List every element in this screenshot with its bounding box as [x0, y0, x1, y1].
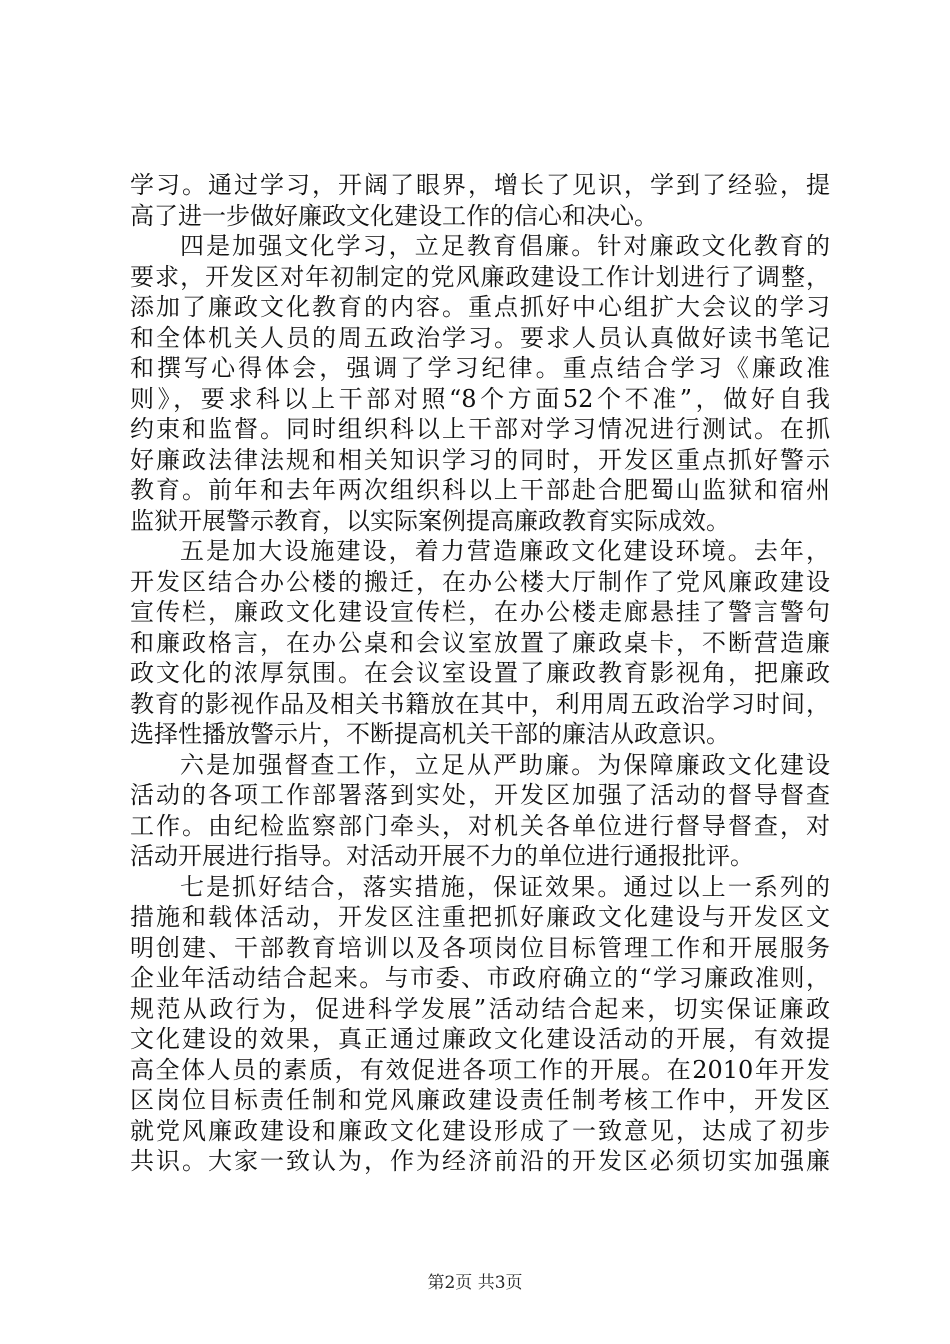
text-line: 明创建、干部教育培训以及各项岗位目标管理工作和开展服务 — [130, 933, 830, 962]
text-line: 开发区结合办公楼的搬迁，在办公楼大厅制作了党风廉政建设 — [130, 567, 830, 596]
text-line: 学习。通过学习，开阔了眼界，增长了见识，学到了经验，提 — [130, 171, 830, 199]
text-line: 好廉政法律法规和相关知识学习的同时，开发区重点抓好警示 — [130, 445, 830, 474]
text-line: 高全体人员的素质，有效促进各项工作的开展。在2010年开发 — [130, 1055, 830, 1084]
text-line: 添加了廉政文化教育的内容。重点抓好中心组扩大会议的学习 — [130, 293, 830, 321]
text-line: 监狱开展警示教育，以实际案例提高廉政教育实际成效。 — [130, 506, 730, 535]
text-line: 活动开展进行指导。对活动开展不力的单位进行通报批评。 — [130, 842, 754, 870]
page-number-label: 第2页 共3页 — [427, 1273, 523, 1293]
text-line: 区岗位目标责任制和党风廉政建设责任制考核工作中，开发区 — [130, 1086, 830, 1114]
text-line: 选择性播放警示片，不断提高机关干部的廉洁从政意识。 — [130, 720, 730, 748]
text-line: 措施和载体活动，开发区注重把抓好廉政文化建设与开发区文 — [130, 903, 830, 931]
text-line: 六是加强督查工作，立足从严助廉。为保障廉政文化建设 — [180, 750, 830, 779]
text-line: 和廉政格言，在办公桌和会议室放置了廉政桌卡，不断营造廉 — [130, 628, 830, 657]
text-line: 五是加大设施建设，着力营造廉政文化建设环境。去年， — [180, 537, 830, 565]
text-line: 企业年活动结合起来。与市委、市政府确立的“学习廉政准则， — [130, 964, 830, 992]
text-line: 七是抓好结合，落实措施，保证效果。通过以上一系列的 — [180, 872, 830, 901]
text-line: 则》，要求科以上干部对照“8个方面52个不准”，做好自我 — [130, 384, 830, 413]
text-line: 工作。由纪检监察部门牵头，对机关各单位进行督导督查，对 — [130, 811, 830, 840]
text-line: 规范从政行为，促进科学发展”活动结合起来，切实保证廉政 — [130, 994, 830, 1023]
text-line: 共识。大家一致认为，作为经济前沿的开发区必须切实加强廉 — [130, 1147, 830, 1175]
text-line: 教育的影视作品及相关书籍放在其中，利用周五政治学习时间， — [130, 689, 830, 718]
text-line: 四是加强文化学习，立足教育倡廉。针对廉政文化教育的 — [180, 232, 830, 260]
page-footer — [0, 1268, 950, 1293]
text-line: 宣传栏，廉政文化建设宣传栏，在办公楼走廊悬挂了警言警句 — [130, 598, 830, 626]
text-line: 就党风廉政建设和廉政文化建设形成了一致意见，达成了初步 — [130, 1116, 830, 1145]
text-line: 和撰写心得体会，强调了学习纪律。重点结合学习《廉政准 — [130, 354, 830, 382]
text-line: 政文化的浓厚氛围。在会议室设置了廉政教育影视角，把廉政 — [130, 659, 830, 687]
text-line: 教育。前年和去年两次组织科以上干部赴合肥蜀山监狱和宿州 — [130, 476, 830, 504]
document-body — [130, 170, 830, 1177]
text-line: 要求，开发区对年初制定的党风廉政建设工作计划进行了调整， — [130, 262, 830, 291]
text-line: 高了进一步做好廉政文化建设工作的信心和决心。 — [130, 201, 658, 230]
text-line: 文化建设的效果，真正通过廉政文化建设活动的开展，有效提 — [130, 1025, 830, 1053]
text-line: 和全体机关人员的周五政治学习。要求人员认真做好读书笔记 — [130, 323, 830, 352]
text-line: 活动的各项工作部署落到实处，开发区加强了活动的督导督查 — [130, 781, 830, 809]
text-line: 约束和监督。同时组织科以上干部对学习情况进行测试。在抓 — [130, 415, 830, 443]
